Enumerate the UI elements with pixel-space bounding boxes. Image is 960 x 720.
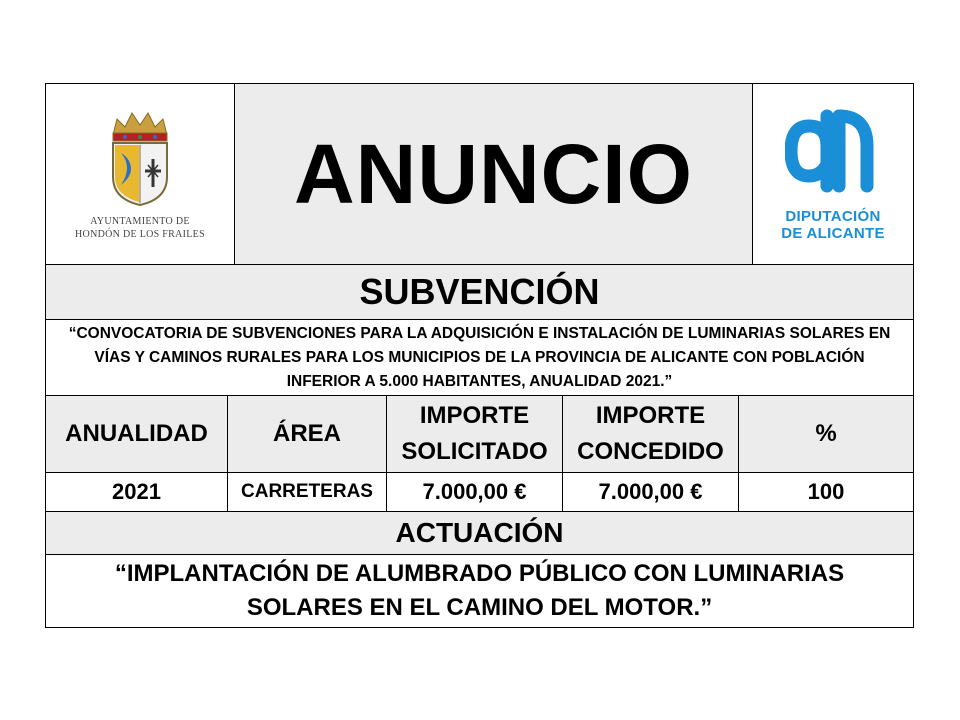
value-area: CARRETERAS xyxy=(228,473,387,511)
table-header-row xyxy=(46,396,913,473)
actuacion-desc-row xyxy=(46,555,913,627)
header-anualidad: ANUALIDAD xyxy=(46,396,228,472)
convocatoria-text: “CONVOCATORIA DE SUBVENCIONES PARA LA ADQUISICIÓN E INSTALACIÓN DE LUMINARIAS SOLARES EN VÍAS Y CAMINOS RURALES PARA LOS MUNICIPIOS DE LA PROVINCIA DE ALICANTE CON POBLACIÓN INFERIOR A 5.000 HABITANTES, ANUALIDAD 2021.” xyxy=(68,324,891,390)
subvencion-row xyxy=(46,265,913,320)
value-percent: 100 xyxy=(807,479,845,504)
header-percent: % xyxy=(815,420,837,447)
page-title: ANUNCIO xyxy=(235,84,753,264)
ayuntamiento-logo xyxy=(46,84,235,264)
diputacion-logo xyxy=(753,84,913,264)
value-importe-concedido: 7.000,00 € xyxy=(563,473,739,511)
header-area: ÁREA xyxy=(228,396,387,472)
actuacion-row xyxy=(46,512,913,555)
table-row xyxy=(46,473,913,512)
header-importe-solicitado: IMPORTE SOLICITADO xyxy=(387,396,563,472)
section-title: SUBVENCIÓN xyxy=(359,271,600,312)
diputacion-dl-icon xyxy=(785,106,881,202)
header-importe-concedido: IMPORTE CONCEDIDO xyxy=(563,396,739,472)
convocatoria-row xyxy=(46,320,913,396)
ayuntamiento-caption xyxy=(75,215,205,241)
announcement-sheet xyxy=(45,83,914,628)
value-importe-solicitado: 7.000,00 € xyxy=(387,473,563,511)
diputacion-caption xyxy=(781,208,885,242)
caption-line-1: AYUNTAMIENTO DE xyxy=(90,216,190,227)
actuacion-text: “IMPLANTACIÓN DE ALUMBRADO PÚBLICO CON LUMINARIAS SOLARES EN EL CAMINO DEL MOTOR.” xyxy=(114,560,845,621)
caption-line-2: HONDÓN DE LOS FRAILES xyxy=(75,229,205,240)
diputacion-line-2: DE ALICANTE xyxy=(781,225,885,242)
actuacion-title: ACTUACIÓN xyxy=(395,517,564,548)
header-row xyxy=(46,84,913,265)
diputacion-line-1: DIPUTACIÓN xyxy=(785,208,881,225)
coat-of-arms-icon xyxy=(105,107,175,207)
value-anualidad: 2021 xyxy=(46,473,228,511)
